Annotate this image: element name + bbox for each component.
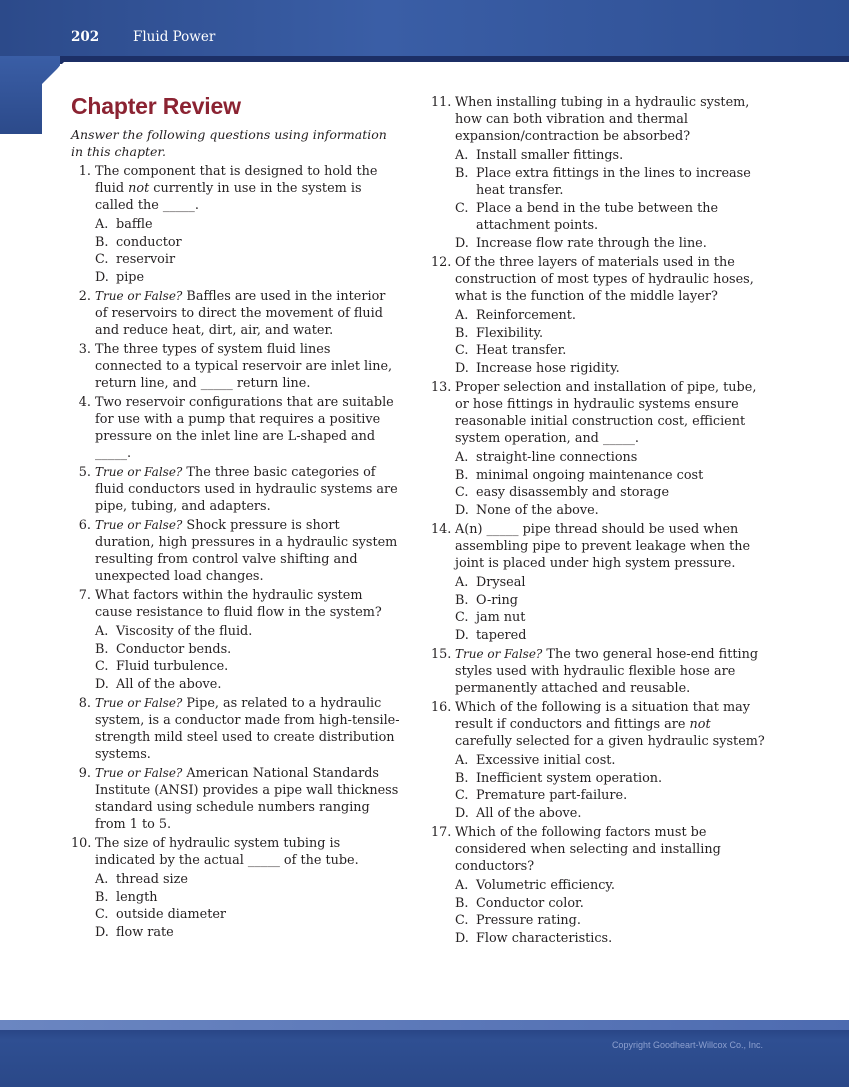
- option-letter: D.: [455, 235, 469, 251]
- question-segment: not: [689, 717, 711, 732]
- option-letter: B.: [455, 895, 469, 911]
- question-segment: When installing tubing in a hydraulic system, how can both vibration and thermal expansion/contraction be absorbed?: [455, 95, 750, 144]
- option-text: Increase flow rate through the line.: [476, 235, 707, 251]
- option-text: minimal ongoing maintenance cost: [476, 467, 704, 483]
- option-letter: B.: [455, 325, 469, 341]
- true-false-label: True or False?: [95, 696, 183, 710]
- answer-option: [95, 234, 401, 252]
- option-text: thread size: [116, 872, 188, 887]
- option-text: Flexibility.: [476, 325, 544, 341]
- review-question: [71, 835, 401, 941]
- option-letter: D.: [455, 930, 469, 946]
- question-segment: A(n) _____ pipe thread should be used when assembling pipe to prevent leakage when the joint is placed under high system pressure.: [455, 522, 751, 571]
- option-text: flow rate: [116, 924, 174, 940]
- option-text: Dryseal: [476, 575, 526, 590]
- answer-option: [95, 269, 401, 287]
- option-text: All of the above.: [476, 805, 582, 821]
- option-letter: B.: [455, 592, 469, 608]
- answer-option: [455, 930, 771, 948]
- option-letter: C.: [455, 343, 469, 358]
- option-letter: A.: [455, 575, 469, 590]
- option-letter: A.: [95, 624, 109, 639]
- question-segment: Which of the following factors must be considered when selecting and installing conductors?: [455, 825, 721, 874]
- true-false-label: True or False?: [95, 289, 183, 303]
- chapter-review-title: Chapter Review: [71, 93, 241, 119]
- review-question: [431, 254, 771, 377]
- answer-options: [431, 307, 771, 377]
- question-segment: The three types of system fluid lines connected to a typical reservoir are inlet line, return line, and _____ return line.: [95, 342, 393, 391]
- question-number: 17.: [431, 825, 452, 840]
- option-text: Conductor bends.: [116, 641, 232, 657]
- question-segment: Two reservoir configurations that are suitable for use with a pump that requires a positive pressure on the inlet line are L-shaped and _____.: [95, 395, 394, 461]
- option-text: Place a bend in the tube between the attachment points.: [476, 200, 719, 233]
- footer-highlight: [0, 1020, 849, 1030]
- question-segment: What factors within the hydraulic system cause resistance to fluid flow in the system?: [95, 588, 382, 620]
- question-number: 2.: [78, 289, 91, 304]
- option-text: pipe: [116, 269, 145, 285]
- option-letter: D.: [455, 805, 469, 821]
- answer-options: [71, 623, 401, 693]
- question-number: 9.: [78, 766, 91, 781]
- answer-options: [431, 752, 771, 822]
- option-letter: A.: [455, 878, 469, 893]
- question-segment: Pipe, as related to a hydraulic system, is a conductor made from high-tensile-strength mild steel used to create distribution systems.: [95, 696, 400, 762]
- question-segment: Shock pressure is short duration, high pressures in a hydraulic system resulting from control valve shifting and unexpected load changes.: [95, 518, 398, 584]
- option-letter: C.: [455, 200, 469, 216]
- option-letter: D.: [455, 627, 469, 643]
- option-letter: D.: [455, 502, 469, 518]
- answer-option: [455, 787, 771, 805]
- answer-option: [455, 912, 771, 930]
- option-text: Volumetric efficiency.: [476, 878, 615, 893]
- question-segment: The size of hydraulic system tubing is indicated by the actual _____ of the tube.: [95, 836, 359, 868]
- question-segment: American National Standards Institute (ANSI) provides a pipe wall thickness standard using schedule numbers ranging from 1 to 5.: [95, 766, 399, 832]
- question-segment: currently in use in the system is called the _____.: [95, 181, 362, 213]
- option-text: All of the above.: [116, 676, 222, 692]
- true-false-label: True or False?: [95, 465, 183, 479]
- answer-option: [95, 658, 401, 676]
- option-letter: A.: [455, 148, 469, 163]
- review-question: [431, 94, 771, 252]
- running-head: Fluid Power: [133, 29, 216, 45]
- question-segment: The two general hose-end fitting styles used with hydraulic flexible hose are permanently attached and reusable.: [455, 647, 759, 696]
- header-band: [0, 0, 849, 62]
- review-question: [71, 163, 401, 286]
- review-question: [431, 379, 771, 519]
- option-letter: B.: [455, 770, 469, 786]
- answer-options: [431, 449, 771, 519]
- question-number: 16.: [431, 700, 452, 715]
- question-number: 1.: [78, 164, 91, 179]
- answer-option: [455, 805, 771, 823]
- true-false-label: True or False?: [95, 518, 183, 532]
- option-text: Pressure rating.: [476, 913, 581, 928]
- true-false-label: True or False?: [455, 647, 543, 661]
- option-letter: D.: [455, 360, 469, 376]
- option-text: baffle: [116, 217, 153, 232]
- answer-options: [71, 216, 401, 286]
- question-number: 13.: [431, 380, 452, 395]
- answer-option: [455, 147, 771, 165]
- question-number: 15.: [431, 647, 452, 662]
- answer-option: [95, 924, 401, 942]
- answer-option: [455, 325, 771, 343]
- answer-options: [431, 147, 771, 252]
- option-text: outside diameter: [116, 907, 227, 922]
- option-letter: A.: [455, 308, 469, 323]
- question-number: 4.: [78, 395, 91, 410]
- review-question: [71, 341, 401, 392]
- answer-option: [455, 307, 771, 325]
- option-letter: C.: [455, 485, 469, 500]
- option-letter: A.: [95, 217, 109, 232]
- question-text: [431, 254, 771, 305]
- right-column: [431, 94, 771, 949]
- option-text: Premature part-failure.: [476, 788, 628, 803]
- option-letter: B.: [455, 467, 469, 483]
- review-question: [431, 699, 771, 822]
- true-false-label: True or False?: [95, 766, 183, 780]
- footer-band: [0, 1020, 849, 1087]
- answer-option: [455, 165, 771, 200]
- question-text: [71, 394, 401, 462]
- option-text: Excessive initial cost.: [476, 753, 616, 768]
- answer-option: [455, 235, 771, 253]
- question-text: [71, 163, 401, 214]
- review-question: [71, 695, 401, 763]
- option-text: Place extra fittings in the lines to increase heat transfer.: [476, 165, 751, 198]
- review-question: [71, 394, 401, 462]
- option-text: Heat transfer.: [476, 343, 567, 358]
- option-letter: C.: [95, 252, 109, 267]
- question-number: 6.: [78, 518, 91, 533]
- option-letter: B.: [95, 641, 109, 657]
- option-text: easy disassembly and storage: [476, 485, 670, 500]
- question-number: 3.: [78, 342, 91, 357]
- answer-option: [455, 502, 771, 520]
- question-text: [71, 288, 401, 339]
- answer-option: [455, 609, 771, 627]
- answer-option: [455, 449, 771, 467]
- answer-option: [455, 877, 771, 895]
- answer-option: [95, 251, 401, 269]
- option-letter: D.: [95, 676, 109, 692]
- option-letter: B.: [95, 234, 109, 250]
- answer-option: [95, 871, 401, 889]
- question-text: [71, 517, 401, 585]
- question-segment: The three basic categories of fluid conductors used in hydraulic systems are pipe, tubing, and adapters.: [95, 465, 398, 514]
- answer-option: [455, 770, 771, 788]
- question-text: [71, 587, 401, 621]
- answer-options: [431, 877, 771, 947]
- answer-option: [455, 484, 771, 502]
- review-question: [71, 288, 401, 339]
- answer-option: [455, 574, 771, 592]
- option-letter: A.: [455, 753, 469, 768]
- answer-option: [95, 216, 401, 234]
- option-letter: A.: [455, 450, 469, 465]
- answer-option: [455, 592, 771, 610]
- option-text: Viscosity of the fluid.: [116, 624, 253, 639]
- instructions: Answer the following questions using information in this chapter.: [71, 127, 387, 159]
- review-question: [71, 517, 401, 585]
- option-text: straight-line connections: [476, 450, 638, 465]
- option-text: Conductor color.: [476, 895, 584, 911]
- question-text: [431, 699, 771, 750]
- option-text: Flow characteristics.: [476, 930, 613, 946]
- review-question: [431, 646, 771, 697]
- question-segment: carefully selected for a given hydraulic system?: [455, 734, 765, 749]
- answer-options: [431, 574, 771, 644]
- answer-option: [95, 906, 401, 924]
- option-letter: B.: [455, 165, 469, 181]
- question-text: [71, 341, 401, 392]
- left-column: [71, 92, 401, 943]
- option-letter: D.: [95, 269, 109, 285]
- question-segment: Of the three layers of materials used in the construction of most types of hydraulic hoses, what is the function of the middle layer?: [455, 255, 754, 304]
- answer-option: [95, 623, 401, 641]
- review-question: [71, 765, 401, 833]
- question-text: [431, 94, 771, 145]
- option-text: jam nut: [476, 610, 526, 625]
- answer-option: [455, 752, 771, 770]
- review-question: [71, 587, 401, 693]
- question-text: [71, 765, 401, 833]
- question-segment: The component that is designed to hold the fluid: [95, 164, 378, 196]
- option-letter: C.: [455, 788, 469, 803]
- option-letter: C.: [455, 913, 469, 928]
- answer-options: [71, 871, 401, 941]
- question-text: [431, 646, 771, 697]
- option-text: Reinforcement.: [476, 308, 577, 323]
- question-list-right: [431, 94, 771, 947]
- question-number: 5.: [78, 465, 91, 480]
- page-number: 202: [71, 29, 100, 45]
- question-text: [71, 695, 401, 763]
- option-text: tapered: [476, 627, 527, 643]
- option-letter: D.: [95, 924, 109, 940]
- option-letter: B.: [95, 889, 109, 905]
- question-segment: Baffles are used in the interior of reservoirs to direct the movement of fluid and reduce heat, dirt, air, and water.: [95, 289, 386, 338]
- option-text: Increase hose rigidity.: [476, 360, 620, 376]
- question-number: 7.: [78, 588, 91, 603]
- option-text: conductor: [116, 234, 182, 250]
- question-segment: Which of the following is a situation that may result if conductors and fittings are: [455, 700, 750, 732]
- question-text: [71, 464, 401, 515]
- review-question: [431, 824, 771, 947]
- answer-option: [455, 360, 771, 378]
- answer-option: [95, 676, 401, 694]
- option-text: Inefficient system operation.: [476, 770, 663, 786]
- answer-option: [455, 895, 771, 913]
- option-text: None of the above.: [476, 502, 599, 518]
- answer-option: [95, 641, 401, 659]
- question-number: 14.: [431, 522, 452, 537]
- answer-option: [455, 627, 771, 645]
- review-question: [71, 464, 401, 515]
- question-text: [431, 379, 771, 447]
- review-question: [431, 521, 771, 644]
- option-letter: C.: [95, 659, 109, 674]
- option-text: O-ring: [476, 592, 518, 608]
- option-letter: C.: [455, 610, 469, 625]
- answer-option: [455, 342, 771, 360]
- question-segment: Proper selection and installation of pipe, tube, or hose fittings in hydraulic systems ensure reasonable initial construction cost, efficient system operation, and _____.: [455, 380, 757, 446]
- answer-option: [455, 200, 771, 235]
- option-letter: C.: [95, 907, 109, 922]
- question-number: 10.: [71, 836, 92, 851]
- question-number: 8.: [78, 696, 91, 711]
- question-list-left: [71, 163, 401, 941]
- option-text: Install smaller fittings.: [476, 148, 624, 163]
- option-text: length: [116, 889, 158, 905]
- option-text: Fluid turbulence.: [116, 659, 229, 674]
- answer-option: [95, 889, 401, 907]
- option-text: reservoir: [116, 252, 176, 267]
- question-segment: not: [128, 181, 150, 196]
- option-letter: A.: [95, 872, 109, 887]
- question-text: [71, 835, 401, 869]
- question-number: 11.: [431, 95, 452, 110]
- question-number: 12.: [431, 255, 452, 270]
- answer-option: [455, 467, 771, 485]
- question-text: [431, 521, 771, 572]
- question-text: [431, 824, 771, 875]
- copyright: Copyright Goodheart-Willcox Co., Inc.: [611, 1040, 763, 1050]
